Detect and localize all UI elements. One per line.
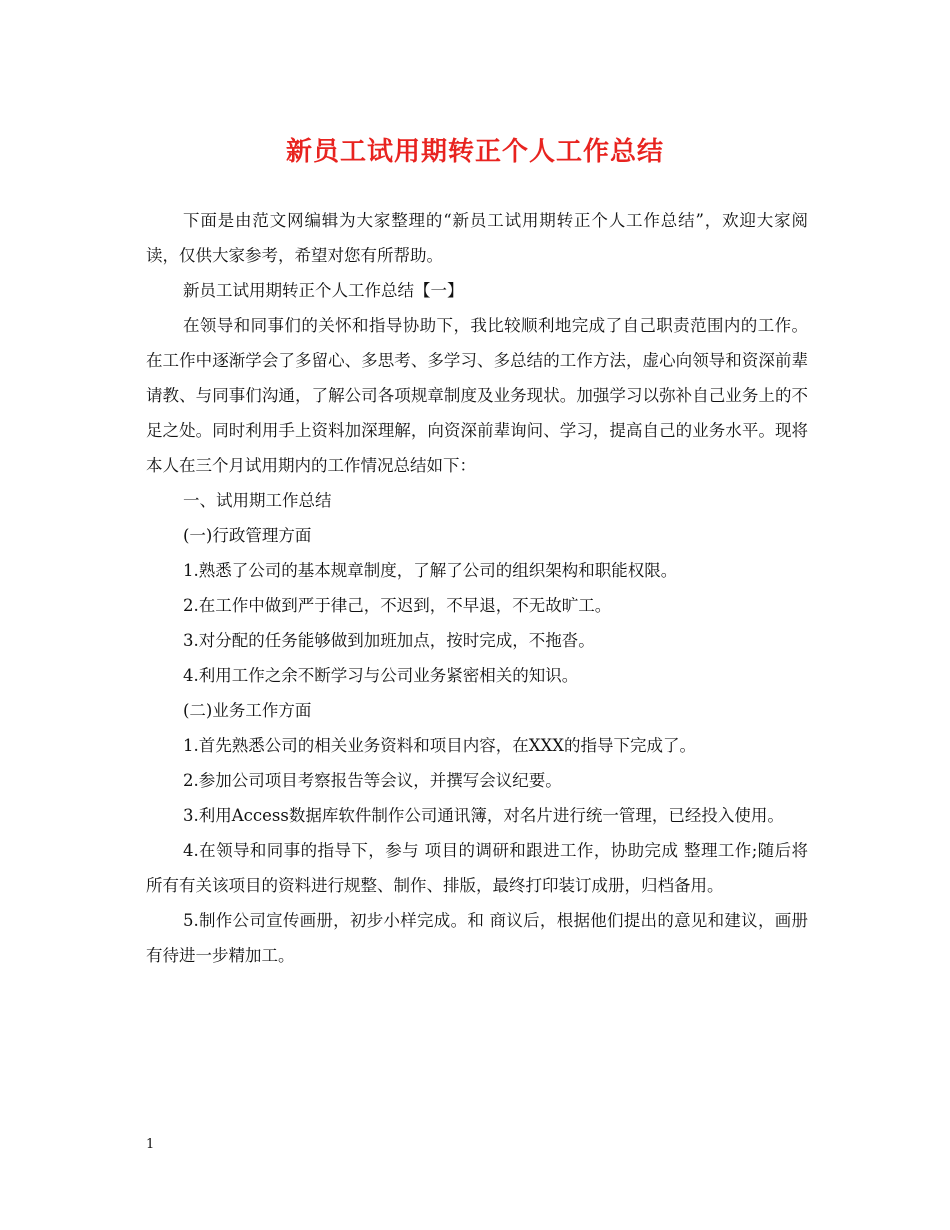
subsection-heading: (二)业务工作方面 [183, 701, 312, 720]
list-item: 1.首先熟悉公司的相关业务资料和项目内容，在XXX的指导下完成了。 [183, 736, 696, 755]
list-item: 2.参加公司项目考察报告等会议，并撰写会议纪要。 [183, 771, 562, 790]
list-item: 4.在领导和同事的指导下，参与 项目的调研和跟进工作，协助完成 整理工作;随后将所有有关该项目的资料进行规整、制作、排版，最终打印装订成册，归档备用。 [146, 841, 808, 895]
intro-paragraph: 下面是由范文网编辑为大家整理的“新员工试用期转正个人工作总结”，欢迎大家阅读，仅供大家参考，希望对您有所帮助。 [146, 211, 808, 265]
list-item: 5.制作公司宣传画册，初步小样完成。和 商议后，根据他们提出的意见和建议，画册有待进一步精加工。 [146, 911, 808, 965]
document-body [146, 203, 808, 973]
document-title: 新员工试用期转正个人工作总结 [285, 137, 664, 167]
section-heading: 新员工试用期转正个人工作总结【一】 [183, 281, 464, 300]
list-item: 1.熟悉了公司的基本规章制度，了解了公司的组织架构和职能权限。 [183, 561, 678, 580]
page-number: 1 [146, 1137, 155, 1152]
list-item: 3.利用Access数据库软件制作公司通讯簿，对名片进行统一管理，已经投入使用。 [183, 806, 784, 825]
list-item: 4.利用工作之余不断学习与公司业务紧密相关的知识。 [183, 666, 579, 685]
section-heading: 一、试用期工作总结 [183, 491, 332, 510]
list-item: 2.在工作中做到严于律己，不迟到，不早退，不无故旷工。 [183, 596, 612, 615]
list-item: 3.对分配的任务能够做到加班加点，按时完成，不拖沓。 [183, 631, 595, 650]
body-paragraph: 在领导和同事们的关怀和指导协助下，我比较顺利地完成了自己职责范围内的工作。在工作中逐渐学会了多留心、多思考、多学习、多总结的工作方法，虚心向领导和资深前辈请教、与同事们沟通，了解公司各项规章制度及业务现状。加强学习以弥补自己业务上的不足之处。同时利用手上资料加深理解，向资深前辈询问、学习，提高自己的业务水平。现将本人在三个月试用期内的工作情况总结如下： [146, 316, 808, 475]
subsection-heading: (一)行政管理方面 [183, 526, 312, 545]
